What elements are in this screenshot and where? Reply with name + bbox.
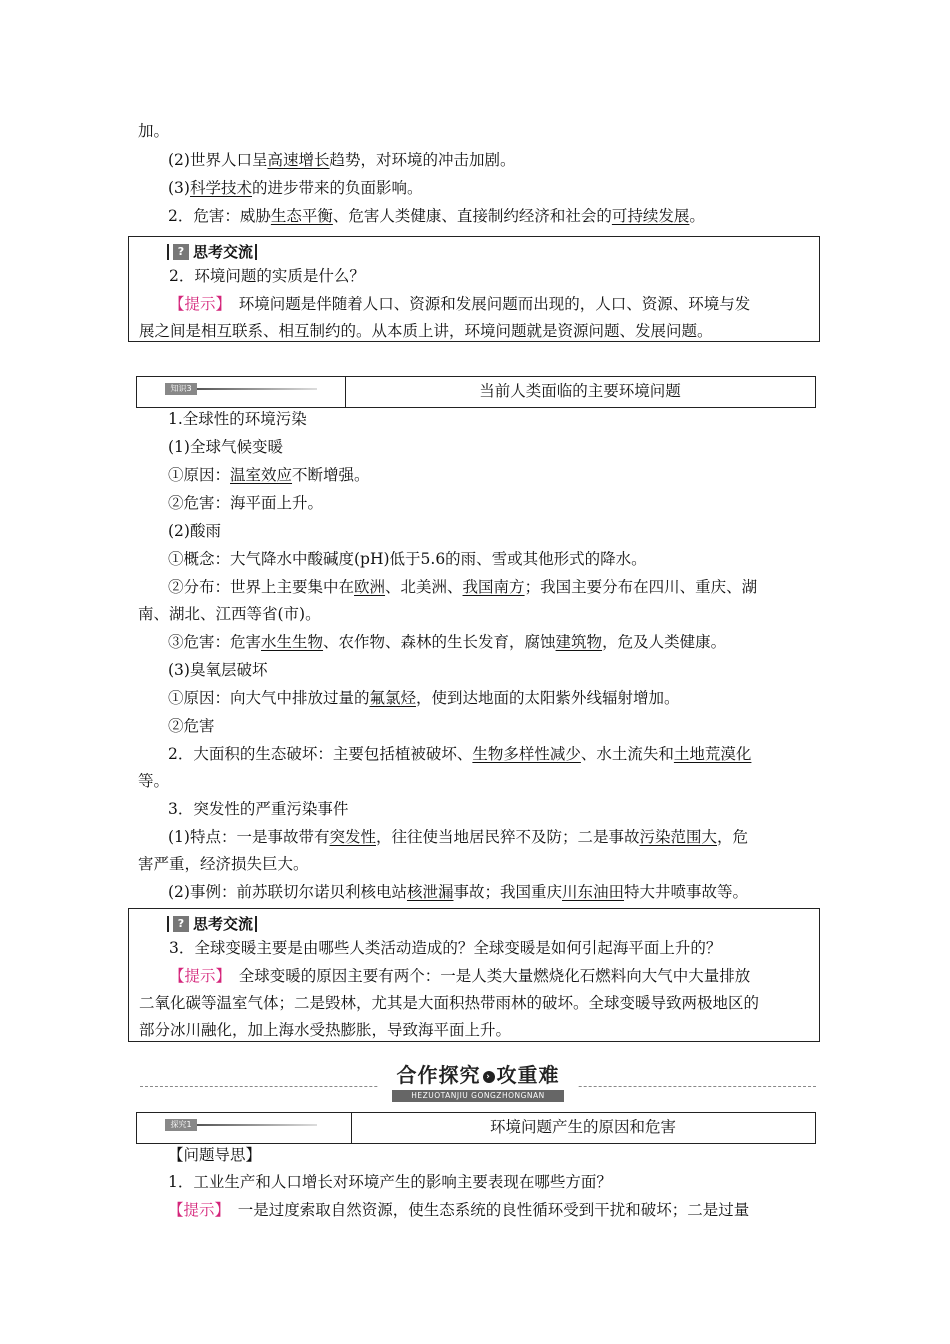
- think-exchange-header: ? 思考交流: [167, 241, 257, 262]
- section-header: [136, 376, 816, 408]
- answer-blank: 污染范围大: [639, 828, 718, 846]
- hint-label: 【提示】: [169, 295, 224, 313]
- paragraph: (3)臭氧层破坏: [168, 661, 268, 679]
- paragraph: (1)特点：一是事故带有突发性，往往使当地居民猝不及防；二是事故污染范围大，危: [168, 828, 749, 846]
- think-exchange-box: [128, 908, 820, 1042]
- hint-label: 【提示】: [169, 967, 224, 985]
- paragraph: 【问题导思】: [168, 1146, 262, 1164]
- answer-blank: 生态平衡: [270, 207, 333, 225]
- question-icon: ?: [173, 244, 189, 260]
- answer-blank: 氟氯烃: [369, 689, 417, 707]
- answer-blank: 核泄漏: [406, 883, 454, 901]
- paragraph: ③危害：危害水生生物、农作物、森林的生长发育，腐蚀建筑物，危及人类健康。: [168, 633, 727, 651]
- section-tag: 知识3: [165, 383, 197, 395]
- paragraph: (1)全球气候变暖: [168, 438, 283, 456]
- paragraph: 1．工业生产和人口增长对环境产生的影响主要表现在哪些方面？: [168, 1173, 612, 1191]
- hint-paragraph: 【提示】 环境问题是伴随着人口、资源和发展问题而出现的，人口、资源、环境与发: [169, 295, 751, 313]
- section-title: 环境问题产生的原因和危害: [489, 1118, 676, 1136]
- paragraph: ②危害：海平面上升。: [168, 494, 324, 512]
- answer-blank: 水生生物: [261, 633, 324, 651]
- answer-blank: 高速增长: [267, 151, 330, 169]
- paragraph: (2)世界人口呈高速增长趋势，对环境的冲击加剧。: [168, 151, 516, 169]
- answer-blank: 科学技术: [189, 179, 252, 197]
- paragraph: 南、湖北、江西等省(市)。: [138, 605, 321, 623]
- paragraph: (2)事例：前苏联切尔诺贝利核电站核泄漏事故；我国重庆川东油田特大井喷事故等。: [168, 883, 749, 901]
- question-icon: ?: [173, 916, 189, 932]
- question-text: 2．环境问题的实质是什么？: [169, 267, 365, 285]
- answer-blank: 我国南方: [462, 578, 525, 596]
- paragraph: 害严重，经济损失巨大。: [138, 855, 309, 873]
- paragraph: ①原因：向大气中排放过量的氟氯烃，使到达地面的太阳紫外线辐射增加。: [168, 689, 680, 707]
- banner-subtitle: HEZUOTANJIU GONGZHONGNAN: [392, 1090, 564, 1102]
- banner-title: 合作探究 › 攻重难: [378, 1062, 578, 1090]
- answer-blank: 温室效应: [230, 466, 293, 484]
- paragraph: 2．大面积的生态破坏：主要包括植被破坏、生物多样性减少、水土流失和土地荒漠化: [168, 745, 752, 763]
- hint-paragraph: 【提示】 一是过度索取自然资源，使生态系统的良性循环受到干扰和破坏；二是过量: [168, 1201, 750, 1219]
- think-exchange-header: ? 思考交流: [167, 913, 257, 934]
- section-tag: 探究1: [165, 1119, 197, 1131]
- paragraph: ①原因：温室效应不断增强。: [168, 466, 370, 484]
- section-banner: [140, 1062, 816, 1106]
- answer-blank: 生物多样性减少: [472, 745, 581, 763]
- paragraph: 2．危害：威胁生态平衡、危害人类健康、直接制约经济和社会的可持续发展。: [168, 207, 705, 225]
- answer-blank: 土地荒漠化: [673, 745, 752, 763]
- answer-blank: 川东油田: [562, 883, 625, 901]
- question-text: 3．全球变暖主要是由哪些人类活动造成的？全球变暖是如何引起海平面上升的？: [169, 939, 722, 957]
- section-title: 当前人类面临的主要环境问题: [479, 382, 681, 400]
- answer-blank: 突发性: [329, 828, 376, 846]
- answer-blank: 欧洲: [354, 578, 386, 596]
- paragraph: 3．突发性的严重污染事件: [168, 800, 349, 818]
- hint-label: 【提示】: [168, 1201, 223, 1219]
- hint-paragraph: 部分冰川融化，加上海水受热膨胀，导致海平面上升。: [139, 1021, 512, 1039]
- arrow-icon: ›: [483, 1071, 495, 1083]
- hint-paragraph: 【提示】 全球变暖的原因主要有两个：一是人类大量燃烧化石燃料向大气中大量排放: [169, 967, 751, 985]
- paragraph: (3)科学技术的进步带来的负面影响。: [168, 179, 423, 197]
- paragraph: 1.全球性的环境污染: [168, 410, 307, 428]
- paragraph: ②分布：世界上主要集中在欧洲、北美洲、我国南方；我国主要分布在四川、重庆、湖: [168, 578, 758, 596]
- answer-blank: 可持续发展: [611, 207, 690, 225]
- paragraph: (2)酸雨: [168, 522, 221, 540]
- paragraph: 等。: [138, 772, 170, 790]
- think-exchange-box: [128, 236, 820, 342]
- section-header: [136, 1112, 816, 1144]
- answer-blank: 建筑物: [555, 633, 603, 651]
- paragraph: ①概念：大气降水中酸碱度(pH)低于5.6的雨、雪或其他形式的降水。: [168, 550, 647, 568]
- hint-paragraph: 展之间是相互联系、相互制约的。从本质上讲，环境问题就是资源问题、发展问题。: [139, 322, 713, 340]
- paragraph: 加。: [138, 122, 170, 140]
- paragraph: ②危害: [168, 717, 215, 735]
- hint-paragraph: 二氧化碳等温室气体；二是毁林，尤其是大面积热带雨林的破坏。全球变暖导致两极地区的: [139, 994, 760, 1012]
